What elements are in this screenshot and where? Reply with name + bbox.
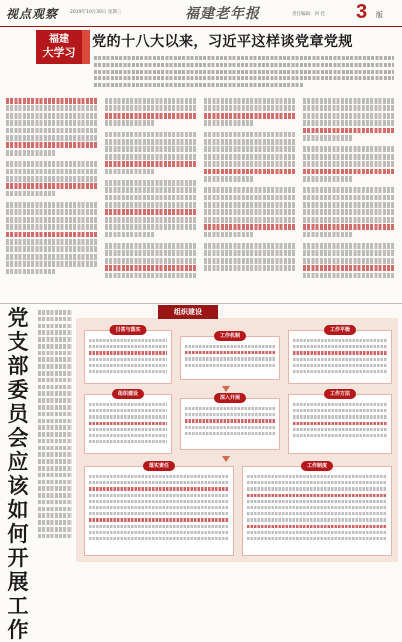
- text-line: [89, 494, 229, 497]
- text-line: [38, 534, 72, 539]
- text-line: [303, 243, 394, 249]
- text-line: [105, 105, 196, 111]
- text-line: [105, 217, 196, 223]
- page-header: [0, 0, 402, 27]
- text-line: [247, 494, 387, 497]
- text-line: [105, 232, 155, 238]
- vertical-section-title: 党支部委员会应该如何开展工作: [7, 306, 29, 642]
- text-line: [38, 398, 72, 403]
- text-line: [204, 146, 295, 152]
- text-line: [38, 459, 72, 464]
- flow-box-label: 日常与落实: [109, 325, 146, 335]
- text-line: [6, 113, 97, 119]
- text-line: [247, 506, 387, 509]
- lead-text-block: [94, 83, 304, 87]
- text-line: [89, 500, 229, 503]
- text-line: [303, 176, 353, 182]
- text-line: [6, 217, 97, 223]
- text-line: [247, 537, 387, 540]
- text-line: [38, 446, 72, 451]
- text-line: [185, 364, 275, 367]
- text-line: [38, 378, 72, 383]
- text-line: [303, 135, 353, 141]
- text-line: [38, 385, 72, 390]
- text-line: [105, 195, 196, 201]
- text-line: [89, 339, 167, 342]
- text-line: [303, 232, 353, 238]
- text-line: [247, 512, 387, 515]
- text-line: [293, 415, 387, 418]
- text-line: [204, 161, 295, 167]
- text-line: [6, 261, 97, 267]
- text-line: [303, 128, 394, 134]
- text-line: [185, 413, 275, 416]
- flow-box: [180, 333, 280, 380]
- flow-box-label: 组织建设: [112, 389, 144, 399]
- text-line: [38, 337, 72, 342]
- text-line: [293, 370, 387, 373]
- text-line: [293, 339, 387, 342]
- text-line: [303, 258, 394, 264]
- text-line: [38, 466, 72, 471]
- text-line: [6, 135, 97, 141]
- text-line: [293, 409, 387, 412]
- text-line: [38, 351, 72, 356]
- text-line: [204, 139, 295, 145]
- text-line: [38, 507, 72, 512]
- text-line: [185, 345, 275, 348]
- text-line: [89, 415, 167, 418]
- page-number: 3: [356, 1, 368, 23]
- text-line: [303, 273, 394, 279]
- text-line: [303, 105, 394, 111]
- text-line: [6, 239, 97, 245]
- text-line: [6, 246, 97, 252]
- text-line: [303, 113, 394, 119]
- text-line: [204, 202, 295, 208]
- text-line: [38, 513, 72, 518]
- article-lead: [94, 56, 394, 90]
- text-line: [105, 161, 196, 167]
- text-line: [89, 525, 229, 528]
- badge-line-2: 大学习: [42, 46, 76, 59]
- text-line: [6, 254, 97, 260]
- text-line: [204, 258, 295, 264]
- text-line: [6, 120, 97, 126]
- text-line: [247, 475, 387, 478]
- text-line: [303, 161, 394, 167]
- flow-box: [84, 391, 172, 454]
- flow-box-label: 工作平衡: [324, 325, 356, 335]
- article-column: [6, 98, 97, 298]
- text-line: [38, 425, 72, 430]
- text-line: [105, 146, 196, 152]
- text-line: [204, 195, 295, 201]
- text-line: [38, 500, 72, 505]
- text-line: [6, 269, 56, 275]
- text-line: [105, 265, 196, 271]
- text-line: [89, 506, 229, 509]
- text-line: [89, 531, 229, 534]
- text-line: [204, 265, 295, 271]
- text-line: [105, 258, 196, 264]
- article-column: [303, 98, 394, 298]
- text-line: [247, 481, 387, 484]
- text-line: [303, 154, 394, 160]
- text-line: [38, 493, 72, 498]
- page-suffix: 版: [376, 11, 383, 19]
- article-column: [105, 98, 196, 298]
- text-line: [38, 520, 72, 525]
- text-line: [6, 224, 97, 230]
- lead-text-block: [94, 70, 394, 74]
- sidebar-article: [38, 310, 72, 558]
- article-headline: 党的十八大以来，习近平这样谈党章党规: [92, 34, 353, 50]
- text-line: [6, 202, 97, 208]
- text-line: [6, 209, 97, 215]
- text-line: [6, 150, 56, 156]
- text-line: [6, 161, 97, 167]
- text-line: [38, 405, 72, 410]
- text-line: [6, 128, 97, 134]
- text-line: [204, 209, 295, 215]
- text-line: [89, 409, 167, 412]
- text-line: [105, 273, 196, 279]
- text-line: [38, 310, 72, 315]
- text-line: [89, 475, 229, 478]
- text-line: [89, 403, 167, 406]
- text-line: [6, 169, 97, 175]
- text-line: [105, 154, 196, 160]
- text-line: [38, 527, 72, 532]
- text-line: [89, 440, 167, 443]
- text-line: [204, 98, 295, 104]
- flow-box-label: 深入开展: [214, 393, 246, 403]
- text-line: [204, 187, 295, 193]
- text-line: [303, 195, 394, 201]
- badge-side-strip: [82, 30, 90, 64]
- text-line: [247, 518, 387, 521]
- text-line: [38, 317, 72, 322]
- column-name: 视点观察: [6, 7, 59, 21]
- text-line: [89, 364, 167, 367]
- text-line: [105, 169, 155, 175]
- text-line: [303, 146, 394, 152]
- text-line: [204, 250, 295, 256]
- text-line: [89, 358, 167, 361]
- text-line: [89, 518, 229, 521]
- flow-box-label: 工作方法: [324, 389, 356, 399]
- text-line: [89, 487, 229, 490]
- flow-arrow: [222, 386, 230, 392]
- text-line: [247, 487, 387, 490]
- text-line: [89, 537, 229, 540]
- text-line: [293, 422, 387, 425]
- text-line: [185, 407, 275, 410]
- issue-date: 2019年10月30日 星期三: [70, 10, 122, 15]
- text-line: [204, 217, 295, 223]
- text-line: [303, 202, 394, 208]
- text-line: [204, 176, 254, 182]
- flow-box-label: 工作制度: [301, 461, 333, 471]
- flow-arrow: [222, 456, 230, 462]
- text-line: [105, 209, 196, 215]
- text-line: [204, 224, 295, 230]
- text-line: [105, 187, 196, 193]
- text-line: [38, 432, 72, 437]
- text-line: [303, 217, 394, 223]
- text-line: [38, 330, 72, 335]
- text-line: [38, 486, 72, 491]
- lead-text-block: [94, 63, 394, 67]
- article-column: [204, 98, 295, 298]
- lead-text-block: [94, 56, 394, 60]
- text-line: [38, 452, 72, 457]
- text-line: [204, 243, 295, 249]
- text-line: [105, 98, 196, 104]
- text-line: [105, 139, 196, 145]
- section-divider: [0, 303, 402, 304]
- text-line: [293, 345, 387, 348]
- text-line: [293, 364, 387, 367]
- text-line: [6, 176, 97, 182]
- text-line: [303, 169, 394, 175]
- text-line: [303, 98, 394, 104]
- newspaper-masthead: 福建老年报: [185, 6, 260, 22]
- text-line: [204, 113, 295, 119]
- flow-box: [288, 327, 392, 384]
- text-line: [293, 358, 387, 361]
- text-line: [89, 512, 229, 515]
- flow-box: [288, 391, 392, 454]
- flow-box-label: 工作机制: [214, 331, 246, 341]
- text-line: [6, 183, 97, 189]
- text-line: [105, 202, 196, 208]
- text-line: [89, 481, 229, 484]
- text-line: [293, 434, 387, 437]
- text-line: [6, 142, 97, 148]
- lead-text-block: [94, 76, 394, 80]
- text-line: [293, 351, 387, 354]
- text-line: [105, 250, 196, 256]
- badge-line-1: 福建: [49, 34, 69, 45]
- text-line: [204, 105, 295, 111]
- text-line: [89, 370, 167, 373]
- text-line: [38, 344, 72, 349]
- text-line: [105, 120, 155, 126]
- editor-credit: 责任编辑：何 佳: [292, 12, 325, 17]
- text-line: [204, 132, 295, 138]
- text-line: [303, 224, 394, 230]
- text-line: [303, 209, 394, 215]
- text-line: [38, 391, 72, 396]
- text-line: [204, 169, 295, 175]
- text-line: [247, 525, 387, 528]
- text-line: [105, 180, 196, 186]
- text-line: [38, 364, 72, 369]
- text-line: [247, 500, 387, 503]
- text-line: [38, 419, 72, 424]
- text-line: [38, 480, 72, 485]
- flow-box-label: 落实责任: [143, 461, 175, 471]
- text-line: [303, 187, 394, 193]
- text-line: [38, 473, 72, 478]
- text-line: [6, 232, 97, 238]
- text-line: [105, 113, 196, 119]
- text-line: [89, 351, 167, 354]
- text-line: [185, 432, 275, 435]
- text-line: [89, 428, 167, 431]
- text-line: [38, 324, 72, 329]
- text-line: [6, 98, 97, 104]
- flow-box: [84, 327, 172, 384]
- text-line: [185, 357, 275, 360]
- section-badge: [36, 30, 82, 64]
- text-line: [185, 351, 275, 354]
- text-line: [105, 243, 196, 249]
- flowchart-title: 组织建设: [158, 305, 218, 319]
- text-line: [185, 419, 275, 422]
- text-line: [89, 422, 167, 425]
- flow-box: [84, 463, 234, 556]
- text-line: [6, 105, 97, 111]
- text-line: [105, 224, 196, 230]
- text-line: [38, 371, 72, 376]
- text-line: [293, 403, 387, 406]
- text-line: [185, 426, 275, 429]
- text-line: [303, 120, 394, 126]
- text-line: [38, 412, 72, 417]
- text-line: [6, 191, 56, 197]
- text-line: [38, 357, 72, 362]
- text-line: [293, 428, 387, 431]
- text-line: [303, 265, 394, 271]
- text-line: [89, 345, 167, 348]
- article-body: [6, 98, 396, 298]
- flow-box: [242, 463, 392, 556]
- text-line: [247, 531, 387, 534]
- text-line: [204, 154, 295, 160]
- text-line: [105, 132, 196, 138]
- flow-box: [180, 395, 280, 450]
- text-line: [204, 120, 254, 126]
- text-line: [204, 232, 254, 238]
- text-line: [89, 434, 167, 437]
- text-line: [38, 439, 72, 444]
- text-line: [303, 250, 394, 256]
